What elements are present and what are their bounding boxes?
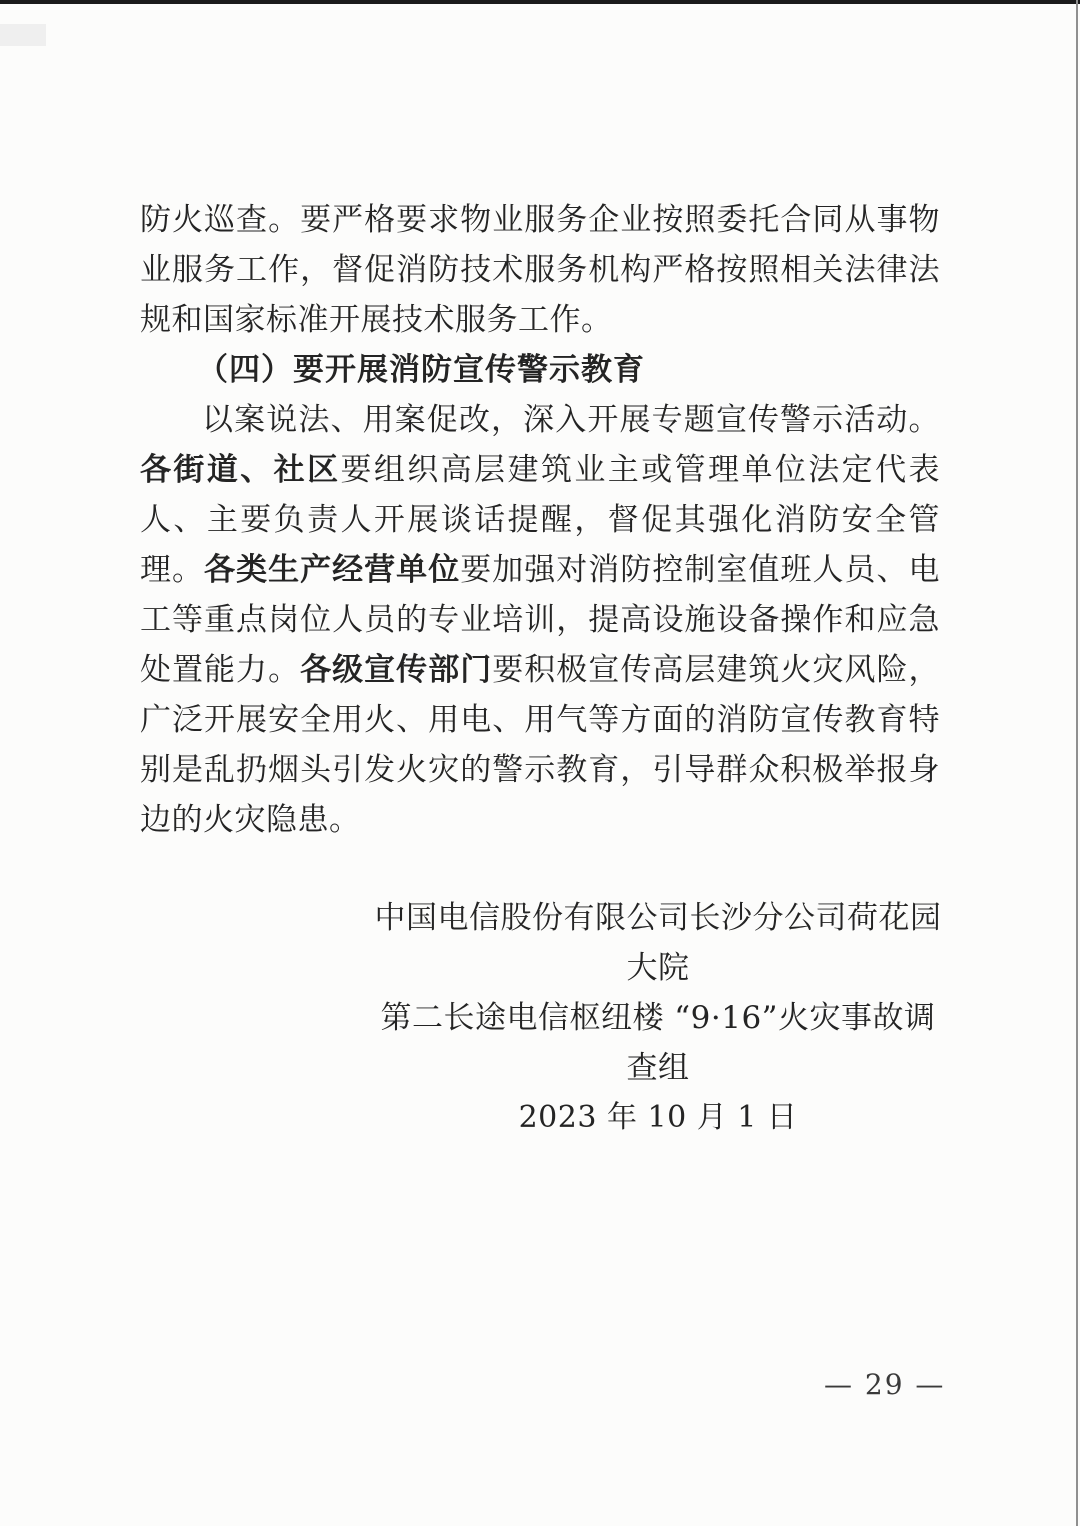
section-heading-text: （四）要开展消防宣传警示教育 (197, 352, 645, 388)
scan-edge-top (0, 0, 1080, 4)
emphasis-run: 各级宣传部门 (300, 652, 493, 688)
signature-org-line2: 第二长途电信枢纽楼 “9·16”火灾事故调查组 (380, 1000, 936, 1086)
paragraph-continuation (140, 195, 940, 345)
emphasis-run: 各类生产经营单位 (204, 552, 461, 588)
signature-block (368, 893, 948, 1143)
scan-artifact (0, 24, 46, 46)
signature-date: 2023 年 10 月 1 日 (518, 1100, 798, 1135)
body-text-run: 以案说法、用案促改，深入开展专题宣传警示活动。 (202, 402, 940, 438)
emphasis-run: 各街道、社区 (140, 452, 341, 488)
scan-edge-right (1076, 0, 1078, 1526)
body-text-run: 要积极宣传高层建筑火灾风险，广泛开展安全用火、用电、用气等方面的消防宣传教育特别是乱扔烟头引发火灾的警示教育，引导群众积极举报身边的火灾隐患。 (140, 652, 941, 838)
document-body (140, 195, 940, 845)
body-text-run: 要加强对消防控制室值班人员、电工等重点岗位人员的专业培训，提高设施设备操作和应急处置能力。 (140, 552, 941, 688)
page-number: — 29 — (824, 1368, 946, 1401)
body-text-run: 要组织高层建筑业主或管理单位法定代表人、主要负责人开展谈话提醒，督促其强化消防安全管理。 (140, 452, 941, 588)
signature-org-line1: 中国电信股份有限公司长沙分公司荷花园大院 (374, 900, 942, 986)
body-text-run: 防火巡查。要严格要求物业服务企业按照委托合同从事物业服务工作，督促消防技术服务机构严格按照相关法律法规和国家标准开展技术服务工作。 (140, 202, 940, 338)
section-heading (140, 345, 940, 395)
paragraph-main (140, 395, 940, 845)
